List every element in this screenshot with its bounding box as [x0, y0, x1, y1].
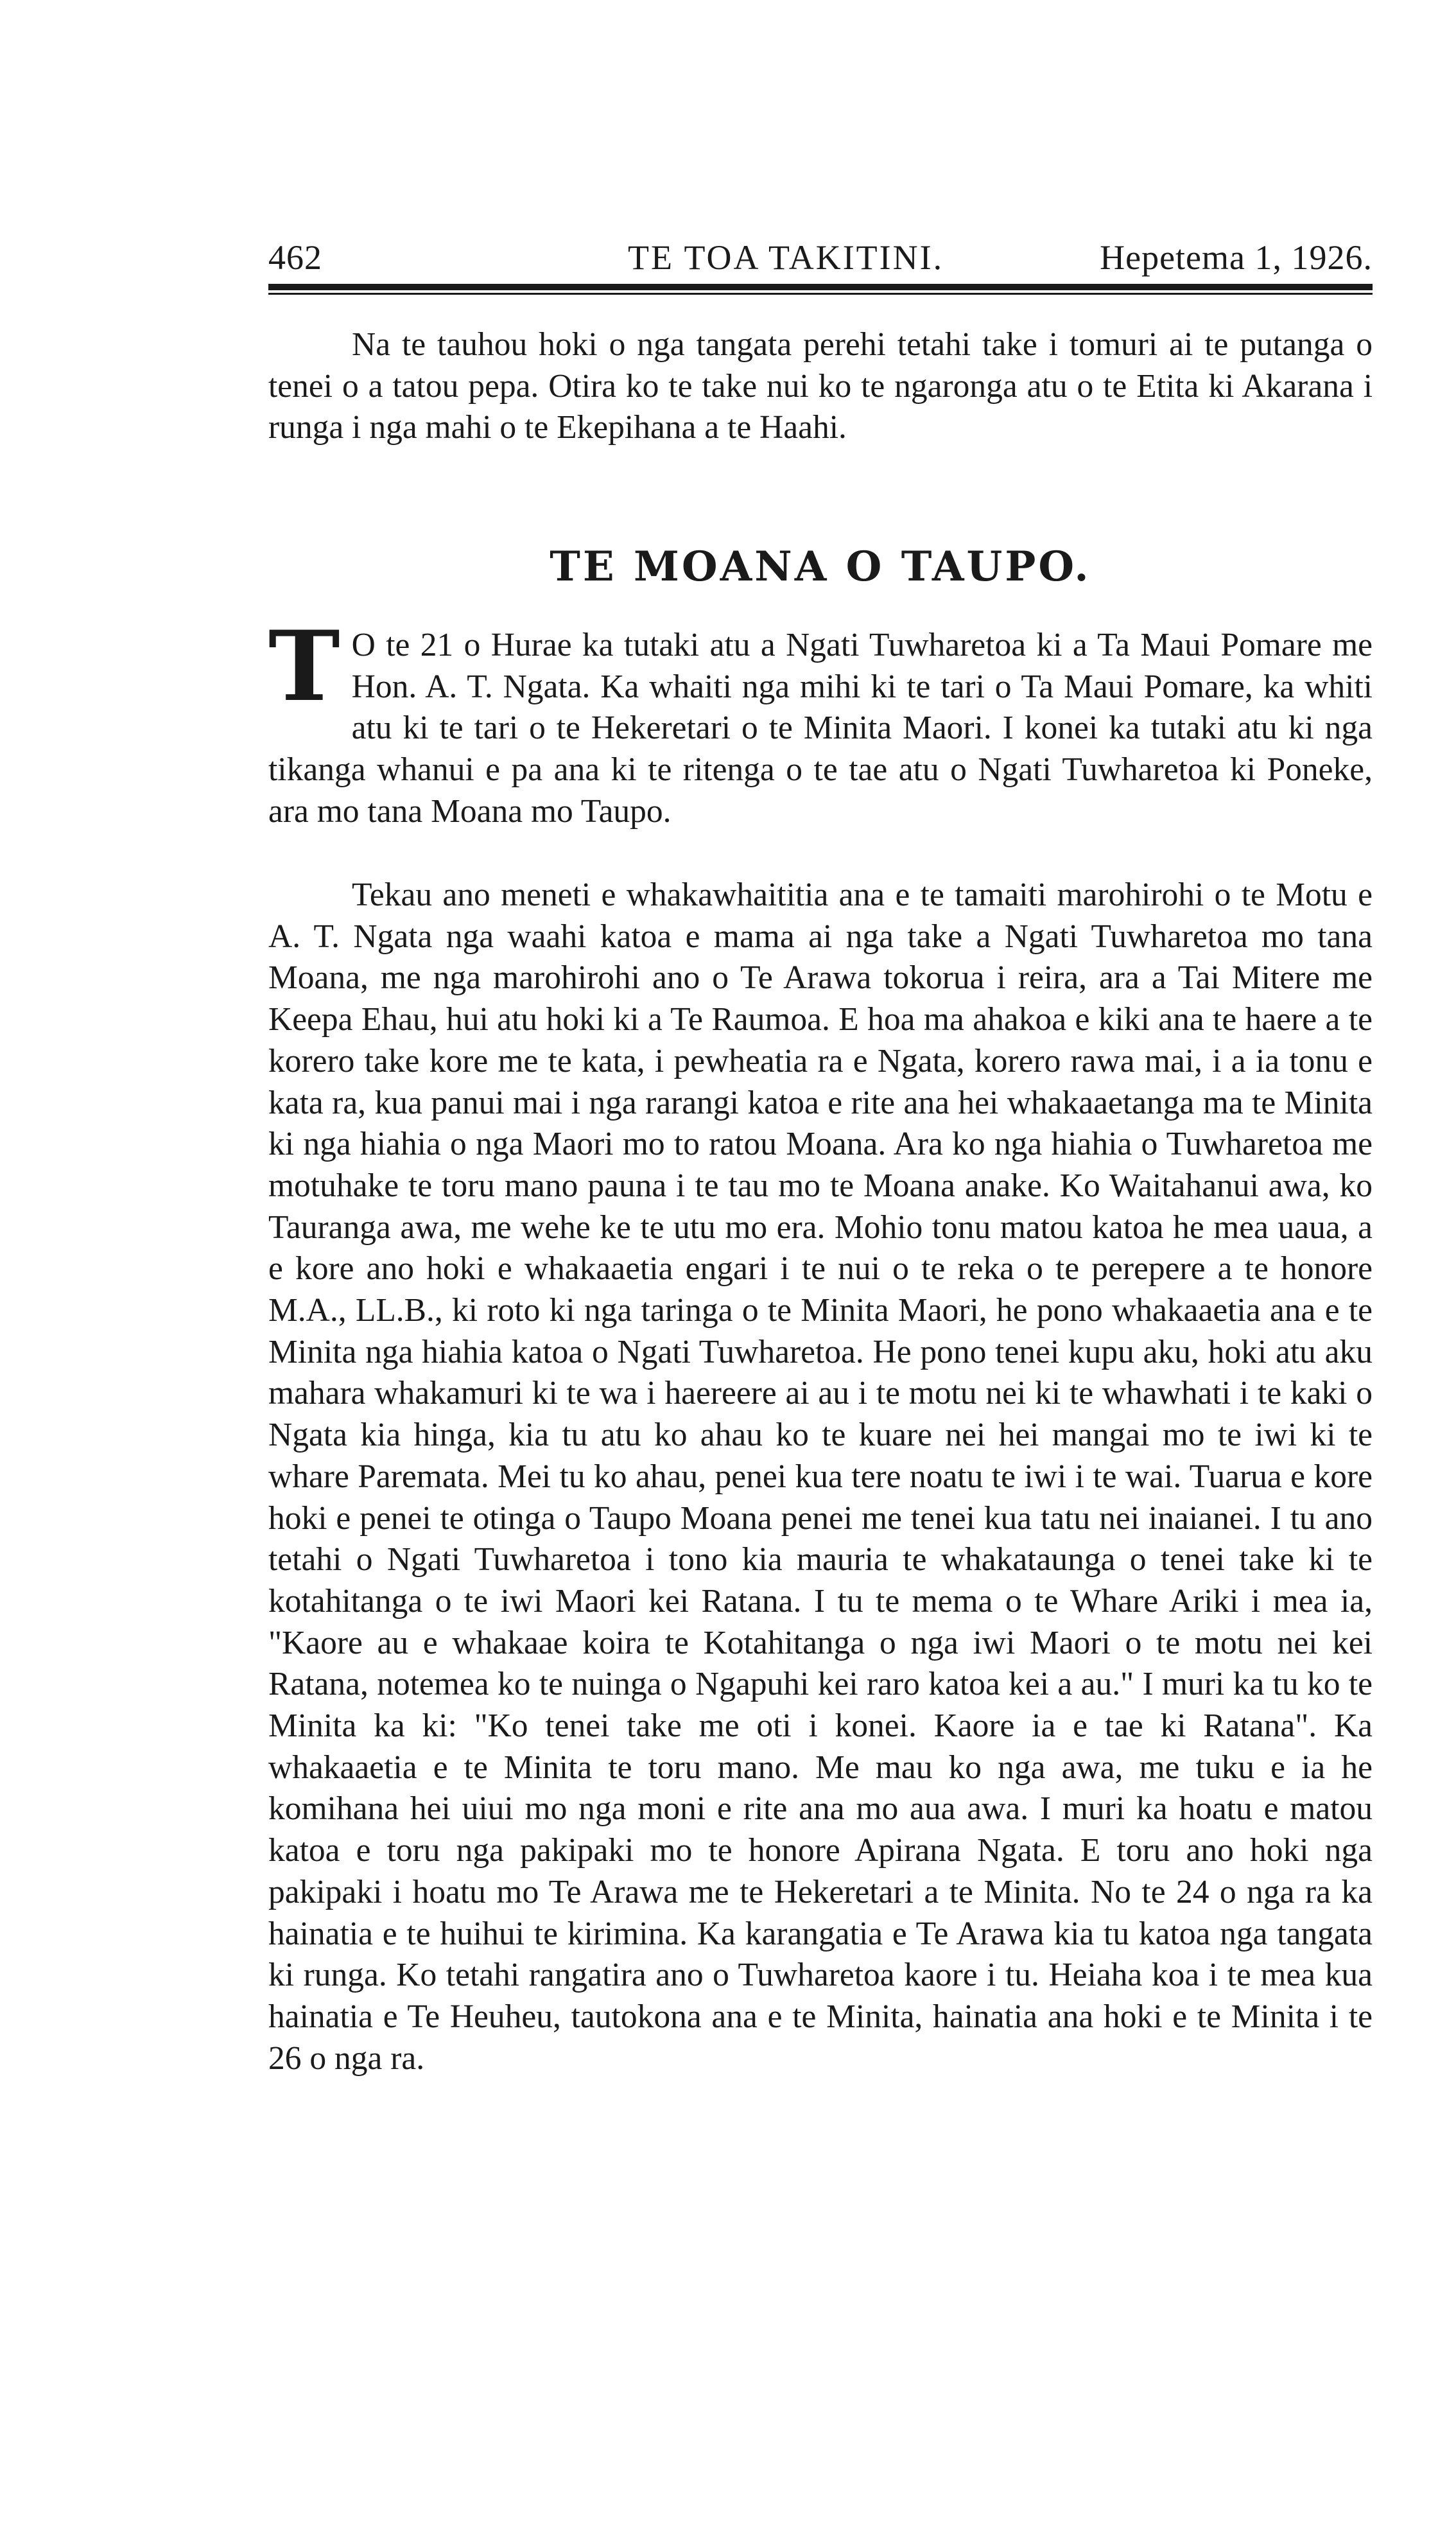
intro-paragraph: Na te tauhou hoki o nga tangata perehi tetahi take i tomuri ai te putanga o tenei o a tatou pepa. Otira ko te take nui ko te ngaronga atu o te Etita ki Akarana i runga i nga mahi o te Ekepihana a te Haahi. — [268, 326, 1373, 446]
header-rule-thick — [268, 284, 1373, 290]
article-paragraph-1 — [268, 610, 1373, 833]
header-rule-thin — [268, 293, 1373, 295]
issue-date: Hepetema 1, 1926. — [1100, 238, 1373, 277]
drop-cap: T — [268, 610, 340, 723]
article-paragraph-1-text: O te 21 o Hurae ka tutaki atu a Ngati Tuwharetoa ki a Ta Maui Pomare me Hon. A. T. Ngata. Ka whaiti nga mihi ki te tari o Ta Maui Pomare, ka whiti atu ki te tari o te Hekeretari o te Minita Maori. I konei ka tutaki atu ki nga tikanga whanui e pa ana ki te ritenga o te tae atu o Ngati Tuwharetoa ki Poneke, ara mo tana Moana mo Taupo. — [268, 627, 1373, 830]
page-number: 462 — [268, 238, 322, 277]
article-paragraph-2: Tekau ano meneti e whakawhaititia ana e te tamaiti marohirohi o te Motu e A. T. Ngata nga waahi katoa e mama ai nga take a Ngati Tuwharetoa mo tana Moana, me nga marohirohi ano o Te Arawa tokorua i reira, ara a Tai Mitere me Keepa Ehau, hui atu hoki ki a Te Raumoa. E hoa ma ahakoa e kiki ana te haere a te korero take kore me te kata, i pewheatia ra e Ngata, korero rawa mai, i a ia tonu e kata ra, kua panui mai i nga rarangi katoa e rite ana hei whakaaetanga ma te Minita ki nga hiahia o nga Maori mo to ratou Moana. Ara ko nga hiahia o Tuwharetoa me motuhake te toru mano pauna i te tau mo te Moana anake. Ko Waitahanui awa, ko Tauranga awa, me wehe ke te utu mo era. Mohio tonu matou katoa he mea uaua, a e kore ano hoki e whakaaetia engari i te nui o te reka o te perepere a te honore M.A., LL.B., ki roto ki nga taringa o te Minita Maori, he pono whakaaetia ana e te Minita nga hiahia katoa o Ngati Tuwharetoa. He pono tenei kupu aku, hoki atu aku mahara whakamuri ki te wa i haereere ai au i te motu nei ki te whawhati i te kaki o Ngata kia hinga, kia tu atu ko ahau ko te kuare nei hei mangai mo te iwi ki te whare Paremata. Mei tu ko ahau, penei kua tere noatu te iwi i te wai. Tuarua e kore hoki e penei te otinga o Taupo Moana penei me tenei kua tatu nei inaianei. I tu ano tetahi o Ngati Tuwharetoa i tono kia mauria te whakataunga o tenei take ki te kotahitanga o te iwi Maori kei Ratana. I tu te mema o te Whare Ariki i mea ia, "Kaore au e whakaae koira te Kotahitanga o nga iwi Maori o te motu nei kei Ratana, notemea ko te nuinga o Ngapuhi kei raro katoa kei a au." I muri ka tu ko te Minita ka ki: "Ko tenei take me oti i konei. Kaore ia e tae ki Ratana". Ka whakaaetia e te Minita te toru mano. Me mau ko nga awa, me tuku e ia he komihana hei uiui mo nga moni e rite ana mo aua awa. I muri ka hoatu e matou katoa e toru nga pakipaki mo te honore Apirana Ngata. E toru ano hoki nga pakipaki i hoatu mo Te Arawa me te Hekeretari a te Minita. No te 24 o nga ra ka hainatia e te huihui te kirimina. Ka karangatia e Te Arawa kia tu katoa nga tangata ki runga. Ko tetahi rangatira ano o Tuwharetoa kaore i tu. Heiaha koa i te mea kua hainatia e Te Heuheu, tautokona ana e te Minita, hainatia ana hoki e te Minita i te 26 o nga ra. — [268, 877, 1373, 2077]
running-title: TE TOA TAKITINI. — [628, 238, 944, 277]
article-title: TE MOANA O TAUPO. — [550, 543, 1091, 591]
page-header — [268, 231, 1373, 283]
